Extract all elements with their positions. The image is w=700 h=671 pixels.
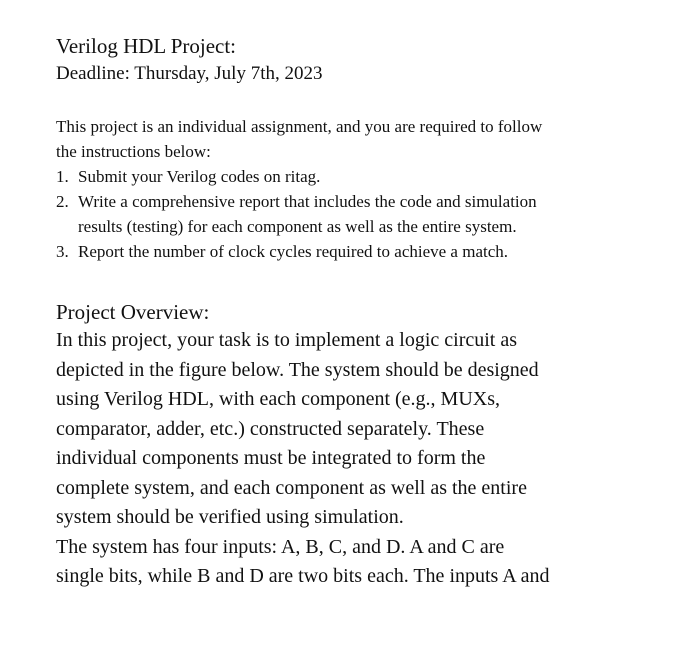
overview-line: comparator, adder, etc.) constructed separately. These <box>56 417 485 440</box>
intro-line: the instructions below: <box>56 142 211 161</box>
overview-line: system should be verified using simulation. <box>56 506 404 528</box>
deadline-text: Deadline: Thursday, July 7th, 2023 <box>56 63 323 84</box>
overview-line: using Verilog HDL, with each component (e.g., MUXs, <box>56 388 501 410</box>
instruction-item-3 <box>56 239 537 264</box>
instruction-item-2 <box>56 189 537 239</box>
instruction-text-continued: results (testing) for each component as well as the entire system. <box>78 217 517 236</box>
instruction-number: 3. <box>56 242 69 261</box>
overview-line: depicted in the figure below. The system should be designed <box>56 358 539 381</box>
instruction-text: Submit your Verilog codes on ritag. <box>78 167 321 186</box>
overview-paragraph <box>56 326 549 592</box>
instruction-number: 1. <box>56 167 69 186</box>
overview-line: complete system, and each component as well as the entire <box>56 476 527 499</box>
instruction-text: Write a comprehensive report that includes the code and simulation <box>78 192 537 211</box>
overview-line: individual components must be integrated to form the <box>56 447 486 469</box>
overview-line: In this project, your task is to implement a logic circuit as <box>56 329 518 351</box>
project-title: Verilog HDL Project: <box>56 34 237 58</box>
instructions-list <box>56 164 537 264</box>
overview-heading: Project Overview: <box>56 300 210 324</box>
intro-paragraph <box>56 114 542 164</box>
overview-line: single bits, while B and D are two bits each. The inputs A and <box>56 565 550 587</box>
instruction-item-1 <box>56 164 537 189</box>
intro-line: This project is an individual assignment, and you are required to follow <box>56 117 543 136</box>
overview-line: The system has four inputs: A, B, C, and D. A and C are <box>56 535 505 558</box>
instruction-number: 2. <box>56 192 69 211</box>
instruction-text: Report the number of clock cycles required to achieve a match. <box>78 242 509 261</box>
